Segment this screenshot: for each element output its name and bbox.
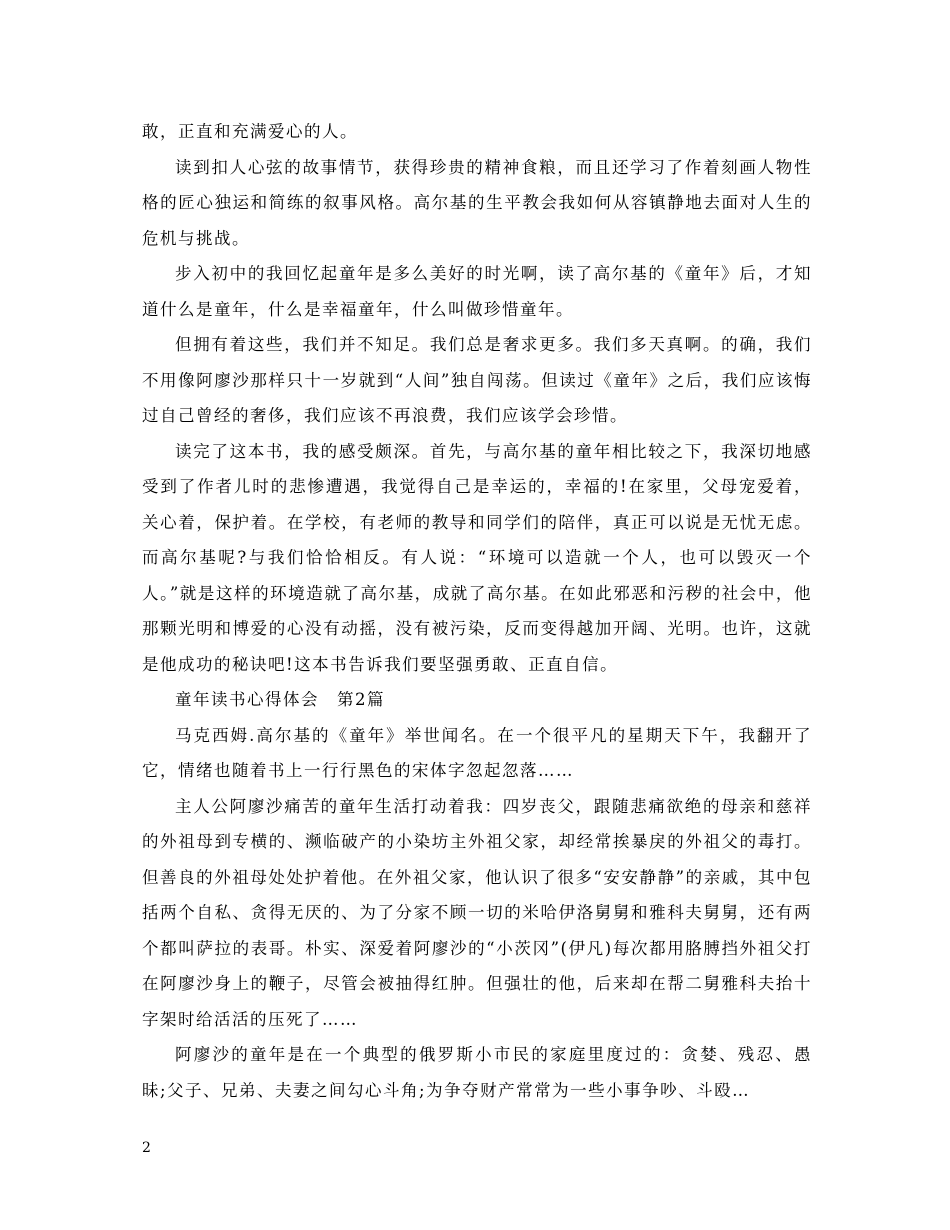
paragraph-3: 但拥有着这些，我们并不知足。我们总是奢求更多。我们多天真啊。的确，我们不用像阿廖沙那样只十一岁就到“人间”独自闯荡。但读过《童年》之后，我们应该悔过自己曾经的奢侈，我们应该不再浪费，我们应该学会珍惜。 bbox=[142, 335, 812, 425]
section-heading: 童年读书心得体会 第2篇 bbox=[175, 690, 385, 709]
page-number: 2 bbox=[142, 1140, 151, 1156]
body-text bbox=[142, 114, 812, 1108]
paragraph-0: 敢，正直和充满爱心的人。 bbox=[142, 122, 358, 141]
paragraph-1: 读到扣人心弦的故事情节，获得珍贵的精神食粮，而且还学习了作着刻画人物性格的匠心独运和简练的叙事风格。高尔基的生平教会我如何从容镇静地去面对人生的危机与挑战。 bbox=[142, 157, 812, 248]
paragraph-7: 主人公阿廖沙痛苦的童年生活打动着我：四岁丧父，跟随悲痛欲绝的母亲和慈祥的外祖母到专横的、濒临破产的小染坊主外祖父家，却经常挨暴戾的外祖父的毒打。但善良的外祖母处处护着他。在外祖父家，他认识了很多“安安静静”的亲戚，其中包括两个自私、贪得无厌的、为了分家不顾一切的米哈伊洛舅舅和雅科夫舅舅，还有两个都叫萨拉的表哥。朴实、深爱着阿廖沙的“小茨冈”(伊凡)每次都用胳膊挡外祖父打在阿廖沙身上的鞭子，尽管会被抽得红肿。但强壮的他，后来却在帮二舅雅科夫抬十字架时给活活的压死了…… bbox=[142, 796, 812, 1029]
paragraph-4: 读完了这本书，我的感受颇深。首先，与高尔基的童年相比较之下，我深切地感受到了作者儿时的悲惨遭遇，我觉得自己是幸运的，幸福的!在家里，父母宠爱着，关心着，保护着。在学校，有老师的教导和同学们的陪伴，真正可以说是无忧无虑。而高尔基呢?与我们恰恰相反。有人说：“环境可以造就一个人，也可以毁灭一个人。”就是这样的环境造就了高尔基，成就了高尔基。在如此邪恶和污秽的社会中，他那颗光明和博爱的心没有动摇，没有被污染，反而变得越加开阔、光明。也许，这就是他成功的秘诀吧!这本书告诉我们要坚强勇敢、正直自信。 bbox=[142, 441, 812, 674]
paragraph-6: 马克西姆.高尔基的《童年》举世闻名。在一个很平凡的星期天下午，我翻开了它，情绪也随着书上一行行黑色的宋体字忽起忽落…… bbox=[142, 725, 812, 780]
paragraph-8: 阿廖沙的童年是在一个典型的俄罗斯小市民的家庭里度过的：贪婪、残忍、愚昧;父子、兄弟、夫妻之间勾心斗角;为争夺财产常常为一些小事争吵、斗殴… bbox=[142, 1045, 812, 1100]
paragraph-2: 步入初中的我回忆起童年是多么美好的时光啊，读了高尔基的《童年》后，才知道什么是童年，什么是幸福童年，什么叫做珍惜童年。 bbox=[142, 264, 812, 319]
